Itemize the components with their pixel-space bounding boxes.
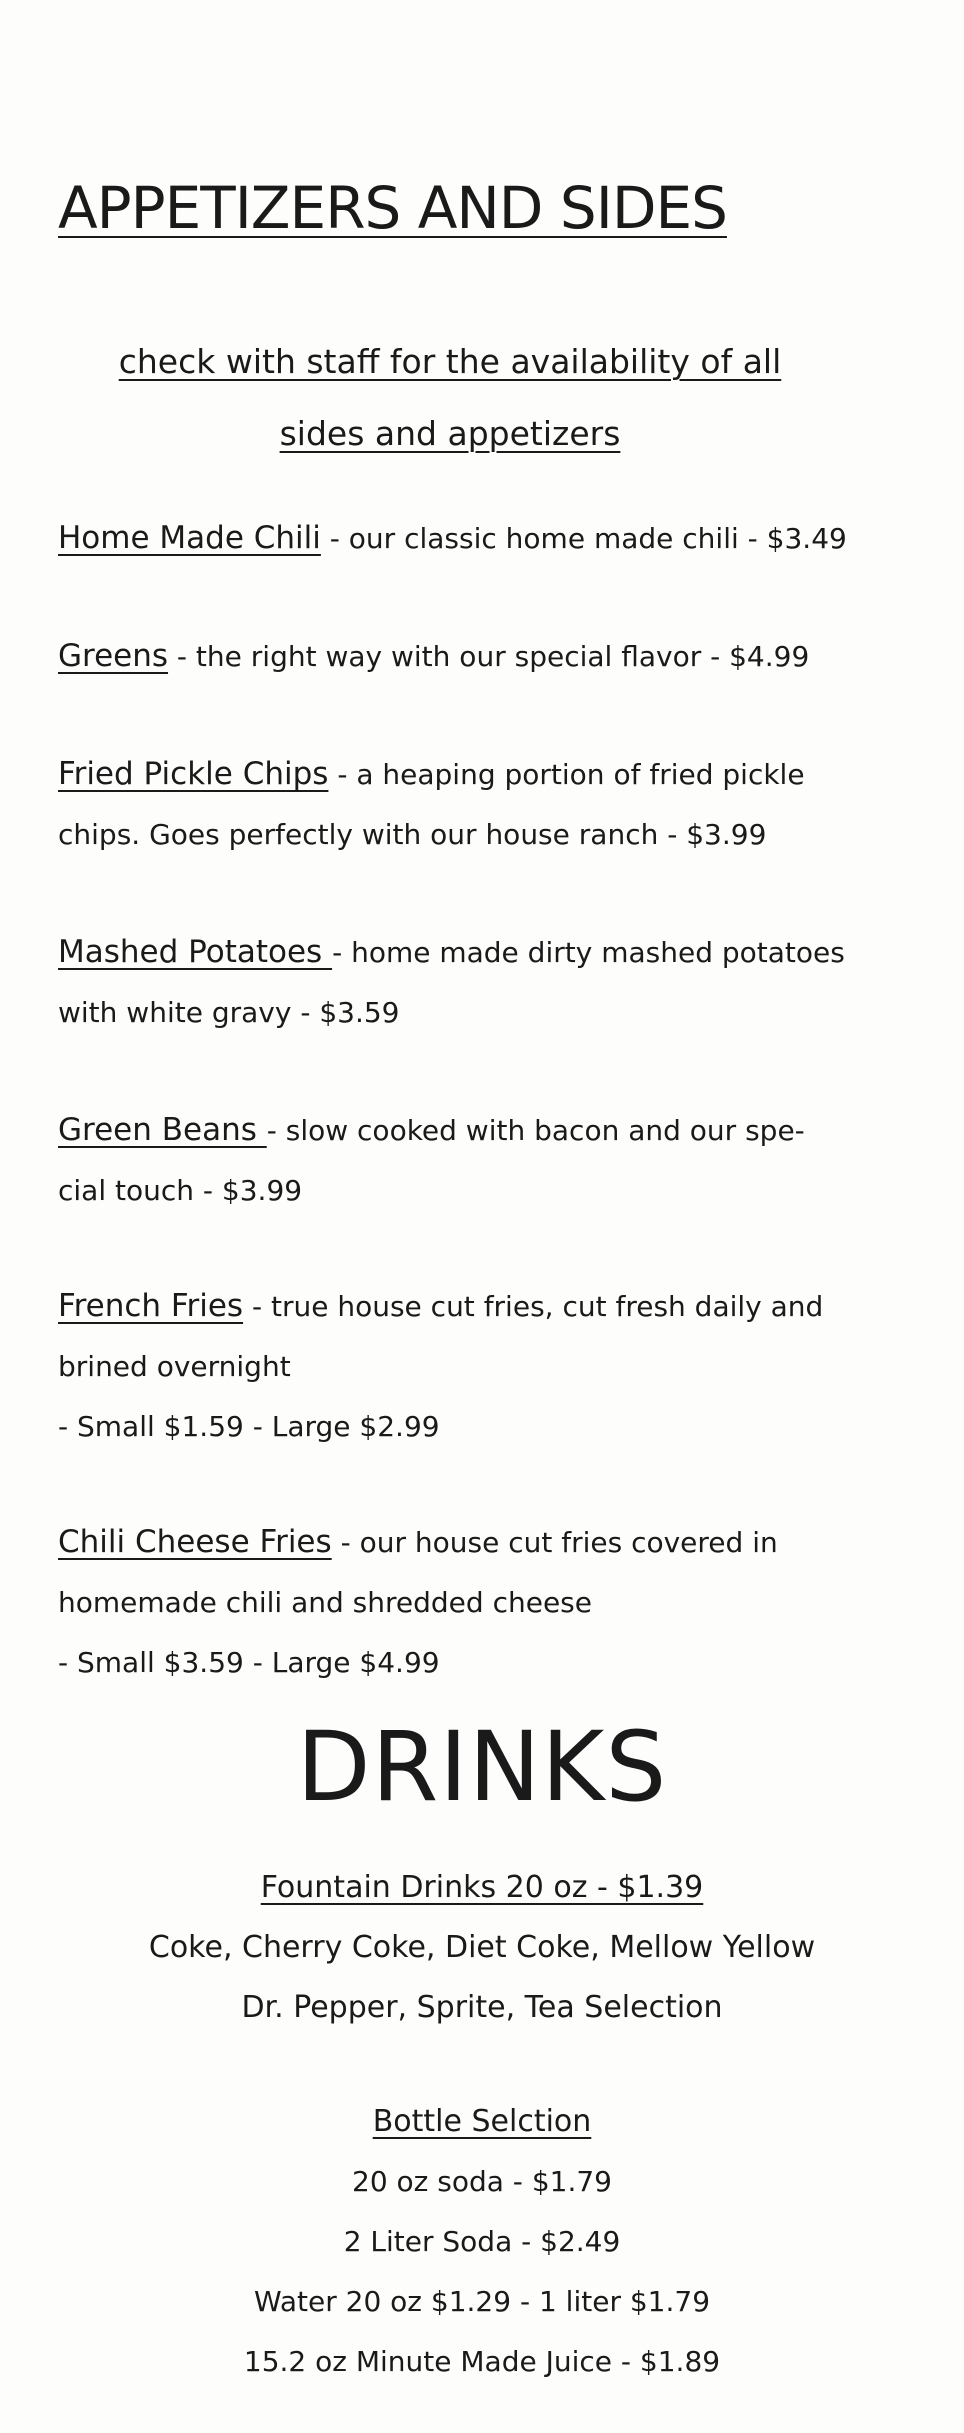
menu-item-line [58, 922, 888, 983]
menu-item-name: Chili Cheese Fries [58, 1524, 332, 1560]
menu-item-name: Greens [58, 638, 169, 674]
menu-item-price-line: - Small $3.59 - Large $4.99 [58, 1646, 440, 1679]
drinks-title: DRINKS [296, 1711, 668, 1823]
appetizers-title: APPETIZERS AND SIDES [58, 174, 727, 242]
menu-item-line [58, 1100, 888, 1161]
menu-item-chili-cheese-fries [58, 1512, 888, 1693]
availability-note [60, 326, 840, 470]
menu-item-greens [58, 626, 888, 687]
menu-item-desc-line: with white gravy - $3.59 [58, 996, 400, 1029]
fountain-drinks-line: Dr. Pepper, Sprite, Tea Selection [241, 1990, 723, 2025]
menu-item-name: Home Made Chili [58, 520, 321, 556]
menu-item-price-line: - Small $1.59 - Large $2.99 [58, 1410, 440, 1443]
menu-item-desc: - home made dirty mashed potatoes [332, 936, 845, 969]
menu-item-desc-line: cial touch - $3.99 [58, 1174, 303, 1207]
menu-item-name: French Fries [58, 1288, 244, 1324]
menu-item-line [58, 1276, 888, 1337]
menu-item-line [58, 744, 888, 805]
menu-item-line [58, 508, 888, 569]
bottle-selection-line: 15.2 oz Minute Made Juice - $1.89 [243, 2345, 721, 2378]
bottle-selection-line: Water 20 oz $1.29 - 1 liter $1.79 [253, 2285, 711, 2318]
menu-item-name: Fried Pickle Chips [58, 756, 329, 792]
fountain-drinks-heading: Fountain Drinks 20 oz - $1.39 [260, 1870, 704, 1905]
bottle-selection-section [0, 2092, 964, 2392]
menu-item-line [58, 1512, 888, 1573]
bottle-selection-line: 2 Liter Soda - $2.49 [343, 2225, 621, 2258]
bottle-selection-heading: Bottle Selction [372, 2104, 592, 2139]
menu-item-home-made-chili [58, 508, 888, 569]
menu-item-line [58, 626, 888, 687]
menu-item-desc: - our classic home made chili - $3.49 [320, 522, 847, 555]
menu-item-desc: - our house cut fries covered in [331, 1526, 778, 1559]
fountain-drinks-line: Coke, Cherry Coke, Diet Coke, Mellow Yellow [148, 1930, 816, 1965]
menu-item-desc: - slow cooked with bacon and our spe- [266, 1114, 805, 1147]
menu-item-mashed-potatoes [58, 922, 888, 1043]
menu-item-desc: - the right way with our special flavor - $4.99 [168, 640, 810, 673]
menu-item-desc-line: homemade chili and shredded cheese [58, 1586, 592, 1619]
menu-item-fried-pickle-chips [58, 744, 888, 865]
menu-item-french-fries [58, 1276, 888, 1457]
menu-item-desc: - a heaping portion of fried pickle [328, 758, 805, 791]
menu-item-desc-line: brined overnight [58, 1350, 291, 1383]
availability-note-line-1: check with staff for the availability of all [118, 342, 782, 381]
fountain-drinks-section [0, 1858, 964, 2038]
menu-item-green-beans [58, 1100, 888, 1221]
menu-item-name: Mashed Potatoes [58, 934, 333, 970]
availability-note-line-2: sides and appetizers [279, 414, 621, 453]
bottle-selection-line: 20 oz soda - $1.79 [352, 2165, 612, 2198]
menu-item-desc: - true house cut fries, cut fresh daily and [243, 1290, 824, 1323]
menu-item-desc-line: chips. Goes perfectly with our house ranch - $3.99 [58, 818, 767, 851]
menu-item-name: Green Beans [58, 1112, 267, 1148]
